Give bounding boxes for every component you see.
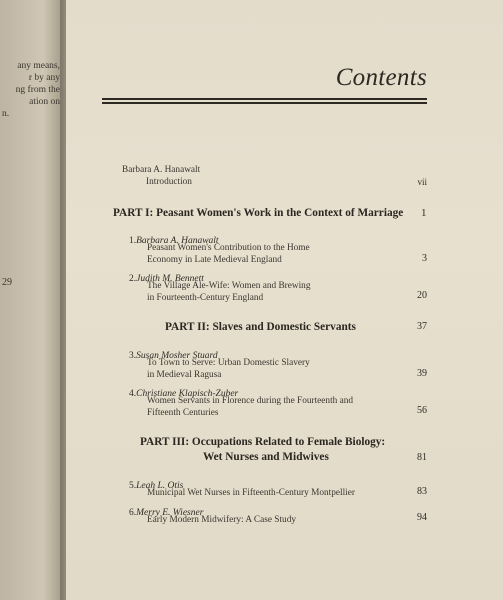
entry-number: 6. (129, 508, 137, 518)
part-1-heading: PART I: Peasant Women's Work in the Context of Marriage (113, 207, 404, 219)
contents-page (66, 0, 503, 600)
entry-title-line: To Town to Serve: Urban Domestic Slavery (147, 358, 310, 368)
entry-author: Judith M. Bennett (136, 274, 204, 284)
entry-page: 20 (417, 290, 427, 301)
page-title: Contents (335, 64, 427, 91)
entry-title-line: Peasant Women's Contribution to the Home (147, 243, 310, 253)
left-page-fragment: n. (2, 109, 10, 119)
left-page-fragment: ng from the (15, 85, 60, 95)
part-1-page: 1 (421, 207, 427, 219)
entry-title-line: in Medieval Ragusa (147, 370, 222, 380)
entry-number: 2. (129, 274, 137, 284)
entry-title-line: Early Modern Midwifery: A Case Study (147, 515, 296, 525)
left-page-fragment: any means, (17, 61, 60, 71)
entry-title-line: in Fourteenth-Century England (147, 293, 264, 303)
entry-title-line: Women Servants in Florence during the Fourteenth and (147, 396, 354, 406)
entry-title-line: The Village Ale-Wife: Women and Brewing (147, 281, 311, 291)
title-rule-top (102, 98, 427, 100)
entry-page: 56 (417, 405, 427, 416)
entry-number: 1. (129, 236, 137, 246)
left-page (0, 0, 62, 600)
entry-author: Susan Mosher Stuard (136, 351, 218, 361)
part-2-heading: PART II: Slaves and Domestic Servants (165, 321, 356, 333)
part-3-page: 81 (417, 452, 427, 463)
left-page-fragment: ation on (29, 97, 60, 107)
part-2-page: 37 (417, 321, 427, 332)
entry-title-line: Municipal Wet Nurses in Fifteenth-Century Montpellier (147, 488, 355, 498)
entry-title-line: Fifteenth Centuries (147, 408, 219, 418)
entry-title-line: Economy in Late Medieval England (147, 255, 282, 265)
intro-title: Introduction (146, 177, 192, 187)
left-page-number: 29 (2, 277, 12, 288)
part-3-heading-line-1: PART III: Occupations Related to Female Biology: (140, 436, 386, 448)
entry-author: Leah L. Otis (136, 481, 184, 491)
entry-page: 3 (422, 253, 427, 264)
entry-page: 94 (417, 512, 427, 523)
entry-page: 39 (417, 368, 427, 379)
left-page-fragment: r by any (28, 73, 60, 83)
part-3-heading-line-2: Wet Nurses and Midwives (203, 451, 329, 463)
title-rule-bottom (102, 102, 427, 104)
intro-page: vii (417, 177, 427, 187)
entry-author: Christiane Klapisch-Zuber (136, 389, 239, 399)
entry-author: Merry E. Wiesner (136, 508, 204, 518)
entry-page: 83 (417, 486, 427, 497)
entry-number: 3. (129, 351, 137, 361)
entry-number: 4. (129, 389, 137, 399)
entry-number: 5. (129, 481, 137, 491)
intro-author: Barbara A. Hanawalt (122, 165, 201, 175)
entry-author: Barbara A. Hanawalt (136, 236, 219, 246)
